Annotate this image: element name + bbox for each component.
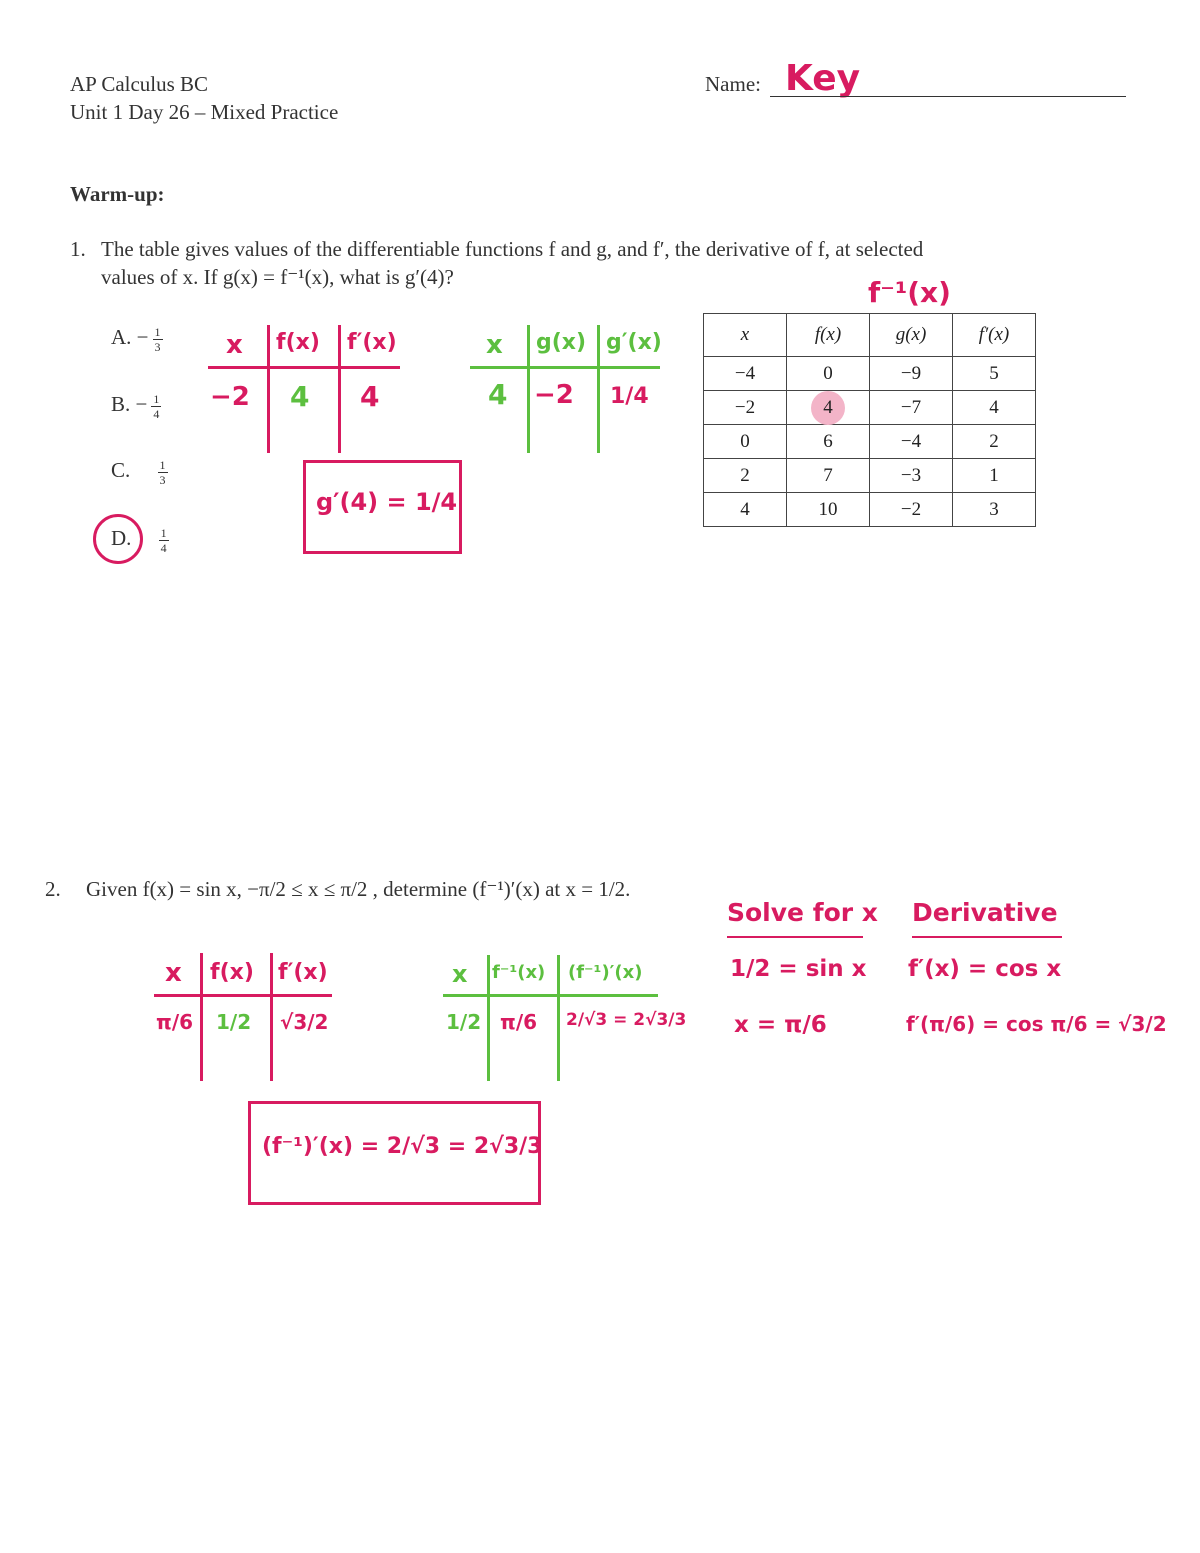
table-header: f(x): [787, 314, 870, 357]
solve-line1: 1/2 = sin x: [730, 956, 867, 982]
table-cell: 0: [704, 425, 787, 459]
q2-work-f-h0: x: [165, 958, 182, 988]
table-cell: 0: [787, 357, 870, 391]
q2-number: 2.: [45, 877, 61, 901]
q1-answer: g′(4) = 1/4: [316, 488, 458, 516]
derivative-title: Derivative: [912, 898, 1058, 927]
table-row: [704, 493, 1036, 527]
table-cell: 2: [704, 459, 787, 493]
table-header-row: [704, 314, 1036, 357]
table-cell: −4: [870, 425, 953, 459]
table-cell-highlighted: [787, 391, 870, 425]
q2-work-inv-h1: f⁻¹(x): [492, 962, 546, 983]
section-heading: Warm-up:: [70, 182, 165, 206]
table-cell: −2: [704, 391, 787, 425]
table-cell: 5: [953, 357, 1036, 391]
choice-letter: B.: [111, 392, 131, 416]
table-row: [704, 391, 1036, 425]
q1-work-f-v2: 4: [360, 380, 380, 413]
q2-work-inv-h0: x: [452, 960, 468, 988]
choice-letter: C.: [111, 458, 131, 482]
q2-work-f-v1: 1/2: [216, 1010, 252, 1034]
q1-work-g-h2: g′(x): [606, 330, 662, 355]
q1-work-f-h2: f′(x): [347, 330, 397, 355]
solve-title: Solve for x: [727, 898, 878, 927]
answer-circle: [93, 514, 143, 564]
table-row: [704, 357, 1036, 391]
table-cell: 3: [953, 493, 1036, 527]
solve-underline: [727, 936, 863, 938]
derivative-line1: f′(x) = cos x: [908, 956, 1062, 982]
table-header: x: [704, 314, 787, 357]
q1-work-f-hline: [208, 366, 400, 369]
q2-answer: (f⁻¹)′(x) = 2/√3 = 2√3/3: [262, 1134, 543, 1159]
q1-line1: The table gives values of the differentiable functions f and g, and f′, the derivative of f, at selected: [101, 237, 924, 261]
choice-a: [111, 325, 163, 353]
choice-c: [111, 458, 168, 486]
q2-work-f-hline: [154, 994, 332, 997]
q1-work-g-hline: [470, 366, 660, 369]
q1-work-f-h1: f(x): [276, 330, 320, 355]
q2-work-inv-h2: (f⁻¹)′(x): [568, 962, 643, 983]
table-header: g(x): [870, 314, 953, 357]
solve-line2: x = π/6: [734, 1012, 827, 1038]
q2-work-inv-v0: 1/2: [446, 1010, 482, 1034]
q1-work-g-v1: −2: [534, 380, 574, 410]
table-cell: 7: [787, 459, 870, 493]
q1-work-f-h0: x: [226, 330, 243, 360]
q2-work-f-vline1: [200, 953, 203, 1081]
q1-number: 1.: [70, 237, 86, 261]
table-cell: −4: [704, 357, 787, 391]
q2-prompt: Given f(x) = sin x, −π/2 ≤ x ≤ π/2 , determine (f⁻¹)′(x) at x = 1/2.: [86, 877, 631, 901]
q1-work-g-v0: 4: [488, 378, 508, 411]
q2-work-inv-vline1: [487, 955, 490, 1081]
q1-work-g-h1: g(x): [536, 330, 587, 355]
table-cell-text: 4: [823, 396, 833, 418]
derivative-underline: [912, 936, 1062, 938]
choice-frac: $\frac{1}{3}$: [159, 457, 166, 487]
table-cell: 10: [787, 493, 870, 527]
choice-letter: A.: [111, 325, 132, 349]
q1-line2: values of x. If g(x) = f⁻¹(x), what is g′(4)?: [101, 265, 454, 289]
name-value: Key: [785, 58, 861, 99]
table-header: f′(x): [953, 314, 1036, 357]
q2-work-f-h2: f′(x): [278, 960, 328, 985]
course-title: AP Calculus BC: [70, 72, 209, 96]
q1-work-g-vline2: [597, 325, 600, 453]
q1-work-f-v0: −2: [210, 382, 250, 412]
q2-work-f-v0: π/6: [156, 1010, 194, 1034]
table-cell: −2: [870, 493, 953, 527]
q2-work-inv-v1: π/6: [500, 1010, 538, 1034]
unit-title: Unit 1 Day 26 – Mixed Practice: [70, 100, 339, 124]
q2-work-f-v2: √3/2: [280, 1010, 329, 1034]
choice-letter: D.: [111, 526, 132, 550]
table-annotation: f⁻¹(x): [868, 276, 951, 309]
name-label: Name:: [705, 72, 761, 96]
table-cell: 1: [953, 459, 1036, 493]
q2-work-inv-vline2: [557, 955, 560, 1081]
table-cell: −9: [870, 357, 953, 391]
choice-sign: −: [136, 325, 149, 349]
q1-work-g-h0: x: [486, 330, 503, 360]
q1-work-f-vline2: [338, 325, 341, 453]
table-row: [704, 459, 1036, 493]
q2-work-inv-hline: [443, 994, 658, 997]
q2-work-inv-v2: 2/√3 = 2√3/3: [566, 1010, 687, 1030]
choice-sign: −: [135, 392, 148, 416]
table-cell: 2: [953, 425, 1036, 459]
table-cell: −3: [870, 459, 953, 493]
q1-work-g-v2: 1/4: [610, 384, 649, 409]
values-table: [703, 313, 1036, 527]
name-underline: [770, 96, 1126, 97]
derivative-line2: f′(π/6) = cos π/6 = √3/2: [906, 1012, 1167, 1036]
q2-work-f-vline2: [270, 953, 273, 1081]
choice-frac: $\frac{1}{3}$: [154, 324, 161, 354]
q1-work-f-vline1: [267, 325, 270, 453]
table-cell: −7: [870, 391, 953, 425]
choice-frac: $\frac{1}{4}$: [153, 391, 160, 421]
table-cell: 4: [704, 493, 787, 527]
q2-work-f-h1: f(x): [210, 960, 254, 985]
q1-work-g-vline1: [527, 325, 530, 453]
table-row: [704, 425, 1036, 459]
q1-work-f-v1: 4: [290, 380, 310, 413]
table-cell: 4: [953, 391, 1036, 425]
choice-frac: $\frac{1}{4}$: [160, 525, 167, 555]
table-cell: 6: [787, 425, 870, 459]
choice-b: [111, 392, 161, 420]
